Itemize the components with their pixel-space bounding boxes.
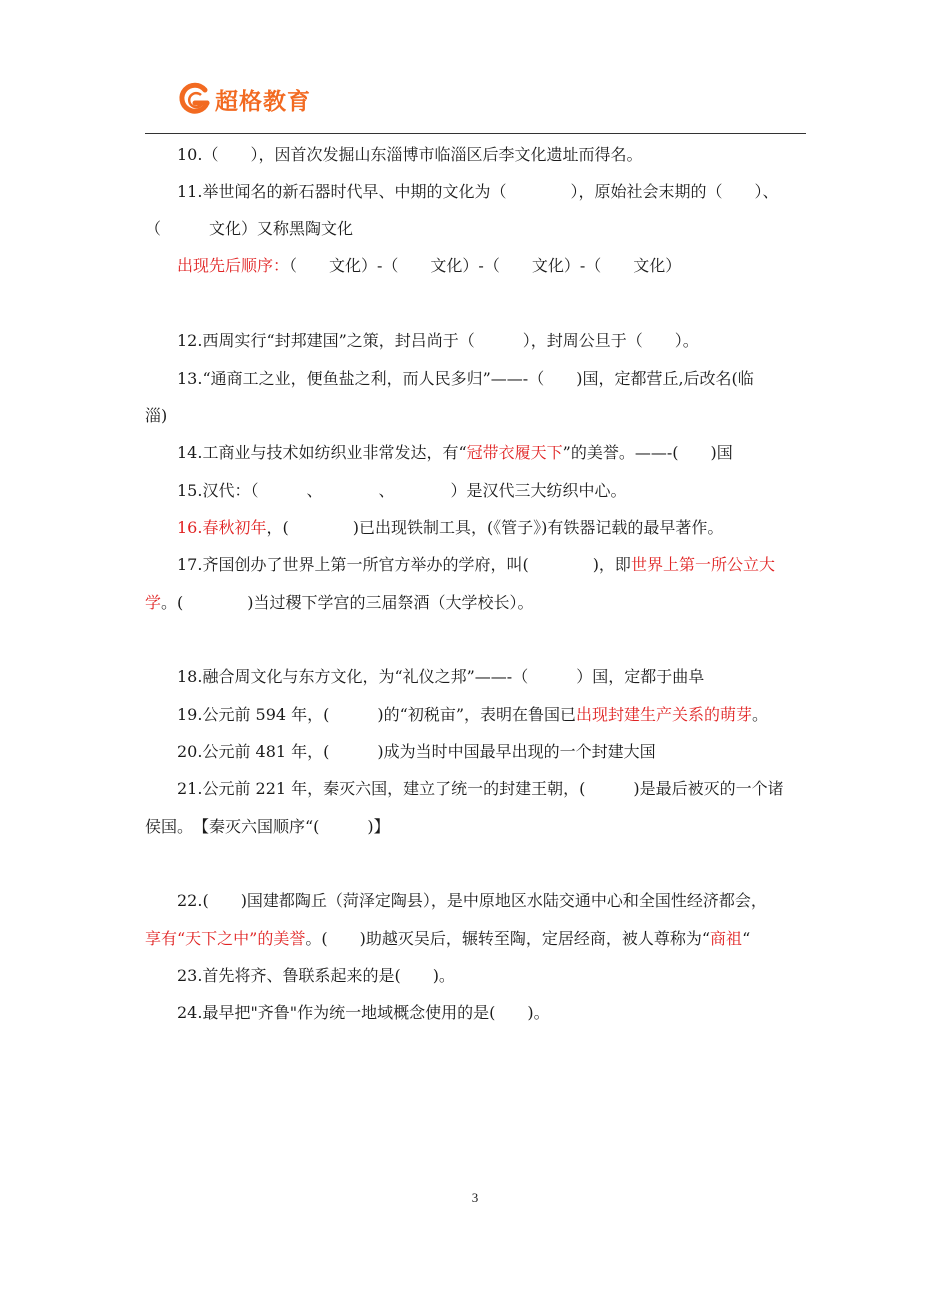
text-segment: ”的美誉。——-( )国 (562, 443, 733, 462)
logo-text: 超格教育 (215, 88, 311, 115)
header-divider (145, 133, 806, 134)
text-segment: 18.融合周文化与东方文化，为“礼仪之邦”——-（ ）国，定都于曲阜 (177, 667, 705, 686)
text-segment: 侯国。 【秦灭六国顺序“( )】 (145, 817, 390, 836)
question-17-cont (145, 593, 810, 613)
text-segment: 。( )当过稷下学宫的三届祭酒（大学校长）。 (161, 593, 534, 612)
text-segment: 11.举世闻名的新石器时代早、中期的文化为（ ），原始社会末期的（ ）、 (177, 182, 779, 201)
question-19 (177, 705, 810, 725)
text-segment: 10.（ ），因首次发掘山东淄博市临淄区后李文化遗址而得名。 (177, 145, 643, 164)
text-segment: 13.“通商工之业，便鱼盐之利，而人民多归”——-（ )国，定都营丘,后改名(临 (177, 369, 754, 388)
question-17 (177, 555, 810, 575)
highlight-text: 学 (145, 593, 162, 612)
text-segment: 21.公元前 221 年，秦灭六国，建立了统一的封建王朝，( )是最后被灭的一个诸 (177, 779, 784, 798)
text-segment: （ 文化）-（ 文化）-（ 文化）-（ 文化） (289, 256, 682, 275)
text-segment: 。( )助越灭吴后，辗转至陶，定居经商，被人尊称为“ (305, 929, 711, 948)
text-segment: “ (742, 929, 751, 948)
question-18 (177, 667, 810, 687)
question-10 (177, 145, 810, 165)
question-24 (177, 1003, 810, 1023)
header-logo (178, 82, 311, 116)
highlight-text: 享有“天下之中”的美誉 (145, 929, 306, 948)
question-23 (177, 966, 810, 986)
text-segment: 12.西周实行“封邦建国”之策，封吕尚于（ ），封周公旦于（ ）。 (177, 331, 699, 350)
question-13 (177, 369, 810, 389)
page-number: 3 (471, 1190, 479, 1205)
highlight-text: 出现封建生产关系的萌芽 (576, 705, 753, 724)
question-11 (177, 182, 810, 202)
highlight-text: 商祖 (710, 929, 743, 948)
text-segment: 19.公元前 594 年，( )的“初税亩”，表明在鲁国已 (177, 705, 577, 724)
question-22-cont (145, 929, 810, 949)
text-segment: 20.公元前 481 年，( )成为当时中国最早出现的一个封建大国 (177, 742, 656, 761)
question-15 (177, 481, 810, 501)
text-segment: ，( )已出现铁制工具，(《管子》)有铁器记载的最早著作。 (266, 518, 724, 537)
question-11-cont (145, 219, 810, 239)
text-segment: 23.首先将齐、鲁联系起来的是( )。 (177, 966, 455, 985)
highlight-text: 16.春秋初年 (177, 518, 267, 537)
logo-g-icon (178, 82, 212, 116)
question-20 (177, 742, 810, 762)
text-segment: 15.汉代：（ 、 、 ）是汉代三大纺织中心。 (177, 481, 627, 500)
highlight-text: 出现先后顺序： (177, 256, 290, 275)
text-segment: 17.齐国创办了世界上第一所官方举办的学府，叫( )，即 (177, 555, 631, 574)
question-14 (177, 443, 810, 463)
question-12 (177, 331, 810, 351)
text-segment: 淄) (145, 406, 168, 425)
text-segment: 22.( )国建都陶丘（菏泽定陶县），是中原地区水陆交通中心和全国性经济都会， (177, 891, 767, 910)
text-segment: 。 (752, 705, 769, 724)
text-segment: （ 文化）又称黑陶文化 (145, 219, 354, 238)
question-16 (177, 518, 810, 538)
highlight-text: 世界上第一所公立大 (630, 555, 775, 574)
text-segment: 14.工商业与技术如纺织业非常发达，有“ (177, 443, 467, 462)
question-21 (177, 779, 810, 799)
question-22 (177, 891, 810, 911)
question-21-cont (145, 817, 810, 837)
question-13-cont (145, 406, 810, 426)
text-segment: 24.最早把"齐鲁"作为统一地域概念使用的是( )。 (177, 1003, 550, 1022)
order-sequence (177, 256, 810, 276)
highlight-text: 冠带衣履天下 (466, 443, 563, 462)
